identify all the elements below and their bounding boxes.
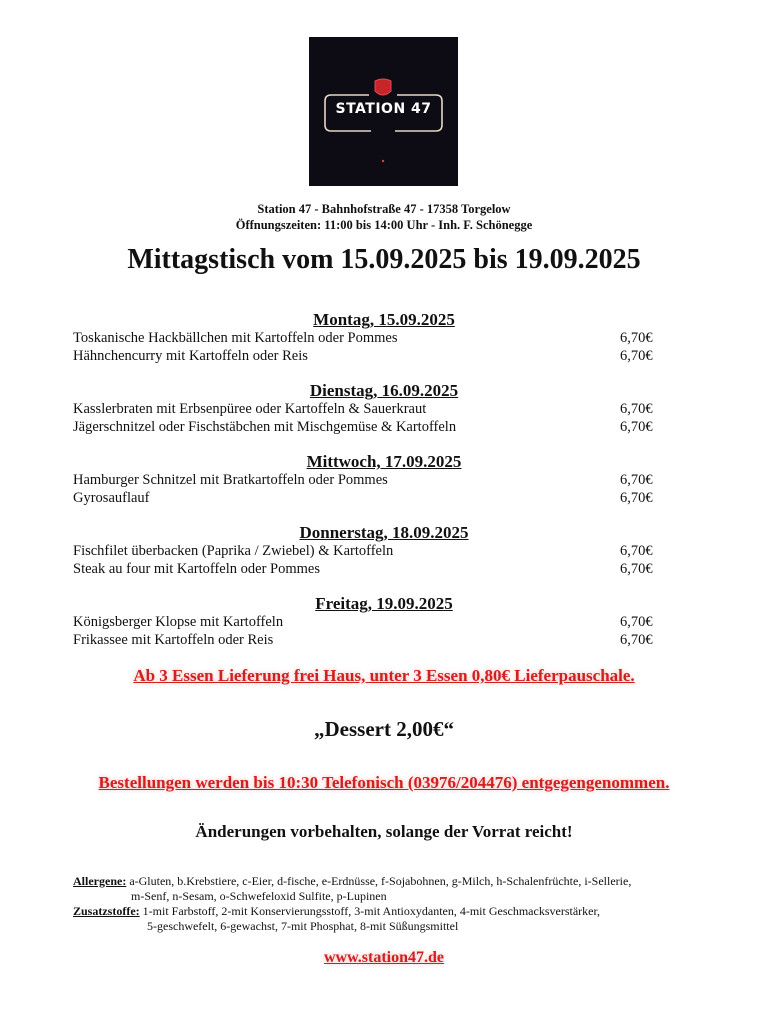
changes-note: Änderungen vorbehalten, solange der Vorrat reicht!	[195, 822, 573, 841]
dish-price: 6,70€	[620, 419, 653, 435]
dish-name: Frikassee mit Kartoffeln oder Reis	[73, 632, 274, 648]
allergens-text-2: m-Senf, n-Sesam, o-Schwefeloxid Sulfite, p-Lupinen	[131, 889, 387, 903]
dish-price: 6,70€	[620, 348, 653, 364]
dessert-price: „Dessert 2,00€“	[314, 717, 454, 741]
day-heading-friday: Freitag, 19.09.2025	[315, 594, 453, 613]
additives-text-1: 1-mit Farbstoff, 2-mit Konservierungsstoff, 3-mit Antioxydanten, 4-mit Geschmacksverstärker,	[139, 904, 600, 918]
dish-name: Gyrosauflauf	[73, 490, 150, 506]
dish-price: 6,70€	[620, 561, 653, 577]
hours-line: Öffnungszeiten: 11:00 bis 14:00 Uhr - Inh. F. Schönegge	[235, 218, 533, 232]
allergens-label: Allergene:	[73, 874, 127, 888]
additives-text-2: 5-geschwefelt, 6-gewachst, 7-mit Phosphat, 8-mit Süßungsmittel	[147, 919, 459, 933]
logo-text: STATION 47	[335, 101, 432, 117]
dish-price: 6,70€	[620, 543, 653, 559]
dish-name: Hamburger Schnitzel mit Bratkartoffeln oder Pommes	[73, 472, 388, 488]
dish-price: 6,70€	[620, 632, 653, 648]
dish-name: Hähnchencurry mit Kartoffeln oder Reis	[73, 348, 308, 364]
delivery-note: Ab 3 Essen Lieferung frei Haus, unter 3 Essen 0,80€ Lieferpauschale.	[133, 666, 635, 685]
order-note: Bestellungen werden bis 10:30 Telefonisch (03976/204476) entgegengenommen.	[98, 773, 670, 792]
shield-icon	[375, 79, 391, 95]
day-heading-wednesday: Mittwoch, 17.09.2025	[306, 452, 462, 471]
website-link[interactable]: www.station47.de	[323, 949, 444, 966]
day-heading-tuesday: Dienstag, 16.09.2025	[309, 381, 459, 400]
dish-name: Toskanische Hackbällchen mit Kartoffeln oder Pommes	[73, 330, 398, 346]
dish-price: 6,70€	[620, 490, 653, 506]
dish-price: 6,70€	[620, 614, 653, 630]
page-title: Mittagstisch vom 15.09.2025 bis 19.09.2025	[127, 244, 641, 275]
address-line: Station 47 - Bahnhofstraße 47 - 17358 Torgelow	[257, 202, 511, 216]
day-heading-thursday: Donnerstag, 18.09.2025	[299, 523, 469, 542]
dish-name: Jägerschnitzel oder Fischstäbchen mit Mischgemüse & Kartoffeln	[73, 419, 457, 435]
dish-price: 6,70€	[620, 330, 653, 346]
dish-name: Kasslerbraten mit Erbsenpüree oder Kartoffeln & Sauerkraut	[73, 401, 427, 417]
dish-price: 6,70€	[620, 472, 653, 488]
allergens-text-1: a-Gluten, b.Krebstiere, c-Eier, d-fische, e-Erdnüsse, f-Sojabohnen, g-Milch, h-Schalenfrüchte, i-Sellerie,	[126, 874, 632, 888]
dish-name: Königsberger Klopse mit Kartoffeln	[73, 614, 284, 630]
dish-name: Fischfilet überbacken (Paprika / Zwiebel) & Kartoffeln	[73, 543, 394, 559]
additives-label: Zusatzstoffe:	[73, 904, 140, 918]
day-heading-monday: Montag, 15.09.2025	[313, 310, 455, 329]
additives-line-1	[73, 904, 600, 919]
dish-price: 6,70€	[620, 401, 653, 417]
dish-name: Steak au four mit Kartoffeln oder Pommes	[73, 561, 320, 577]
allergens-line-1	[73, 874, 631, 889]
logo	[309, 37, 458, 186]
